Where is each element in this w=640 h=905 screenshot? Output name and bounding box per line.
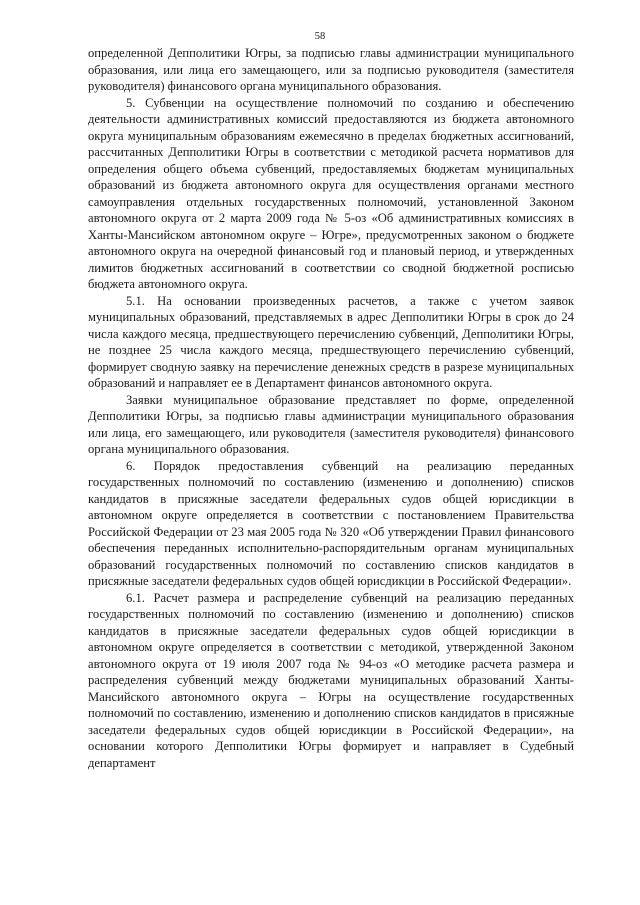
- paragraph: Заявки муниципальное образование представляет по форме, определенной Депполитики Югры, за подписью главы администрации муниципального образования или лица, его замещающего, или руководителя (заместителя руководителя) финансового органа муниципального образования.: [88, 392, 574, 456]
- document-body: [88, 45, 574, 771]
- paragraph: 6. Порядок предоставления субвенций на реализацию переданных государственных полномочий по составлению (изменению и дополнению) списков кандидатов в присяжные заседатели федеральных судов общей юрисдикции в автономном округе определяется в соответствии с постановлением Правительства Российской Федерации от 23 мая 2005 года № 320 «Об утверждении Правил финансового обеспечения переданных исполнительно-распорядительным органам муниципальных образований государственных полномочий по составлению списков кандидатов в присяжные заседатели федеральных судов общей юрисдикции в Российской Федерации».: [88, 458, 574, 588]
- paragraph: определенной Депполитики Югры, за подписью главы администрации муниципального образования, или лица его замещающего, или за подписью руководителя (заместителя руководителя) финансового органа муниципального образования.: [88, 46, 574, 93]
- page-number: 58: [314, 31, 326, 42]
- paragraph: 6.1. Расчет размера и распределение субвенций на реализацию переданных государственных полномочий по составлению (изменению и дополнению) списков кандидатов в присяжные заседатели федеральных судов общей юрисдикции в автономном округе определяется в соответствии с методикой, утвержденной Законом автономного округа от 19 июля 2007 года № 94-оз «О методике расчета размера и распределения субвенций между бюджетами муниципальных образований Ханты-Мансийского автономного округа – Югры на осуществление государственных полномочий по составлению, изменению и дополнению списков кандидатов в присяжные заседатели федеральных судов общей юрисдикции в Российской Федерации», на основании которого Депполитики Югры формирует и направляет в Судебный департамент: [88, 590, 574, 770]
- paragraph: 5. Субвенции на осуществление полномочий по созданию и обеспечению деятельности административных комиссий предоставляются из бюджета автономного округа муниципальным образованиям ежемесячно в пределах бюджетных ассигнований, рассчитанных Депполитики Югры в соответствии с методикой расчета нормативов для определения общего объема субвенций, предоставляемых бюджетам муниципальных образований из бюджета автономного округа для осуществления органами местного самоуправления отдельных государственных полномочий, установленной Законом автономного округа от 2 марта 2009 года № 5-оз «Об административных комиссиях в Ханты-Мансийском автономном округе – Югре», предусмотренных законом о бюджете автономного округа на очередной финансовый год и плановый период, и утвержденных лимитов бюджетных ассигнований в соответствии со сводной бюджетной росписью бюджета автономного округа.: [88, 95, 574, 291]
- paragraph: 5.1. На основании произведенных расчетов, а также с учетом заявок муниципальных образований, представляемых в адрес Депполитики Югры в срок до 24 числа каждого месяца, предшествующего перечислению субвенций, Депполитики Югры, не позднее 25 числа каждого месяца, предшествующего перечислению субвенций, формирует сводную заявку на перечисление денежных средств в разрезе муниципальных образований и направляет ее в Департамент финансов автономного округа.: [88, 293, 574, 390]
